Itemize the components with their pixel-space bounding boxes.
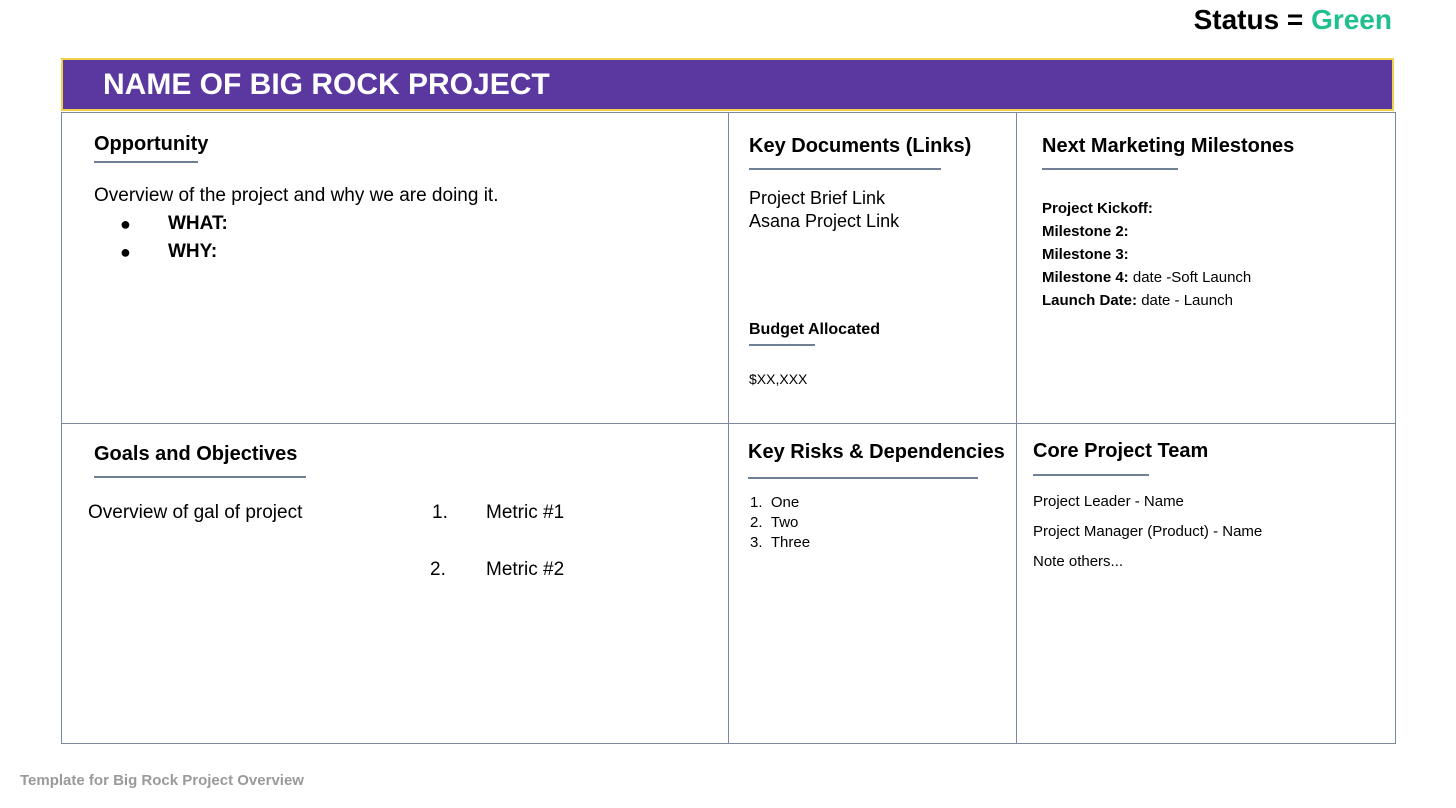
status-indicator bbox=[1194, 4, 1392, 36]
goals-underline bbox=[94, 476, 306, 478]
team-section bbox=[1016, 423, 1396, 744]
risks-heading: Key Risks & Dependencies bbox=[748, 441, 1005, 463]
milestones-section bbox=[1016, 112, 1396, 424]
metric-number: 2. bbox=[430, 559, 446, 580]
title-banner bbox=[61, 58, 1394, 111]
risk-item: 1. One bbox=[750, 494, 800, 511]
goals-section bbox=[61, 423, 729, 744]
team-member: Project Leader - Name bbox=[1033, 493, 1184, 510]
risks-section bbox=[728, 423, 1017, 744]
bullet-what: WHAT: bbox=[168, 213, 228, 234]
bullet-marker: ● bbox=[120, 242, 131, 262]
asana-project-link[interactable]: Asana Project Link bbox=[749, 211, 900, 231]
project-brief-link[interactable]: Project Brief Link bbox=[749, 188, 886, 208]
key-documents-heading: Key Documents (Links) bbox=[749, 135, 972, 157]
budget-underline bbox=[749, 344, 815, 346]
opportunity-heading: Opportunity bbox=[94, 133, 209, 155]
footer-caption: Template for Big Rock Project Overview bbox=[20, 772, 304, 789]
milestone-item: Milestone 2: bbox=[1042, 223, 1129, 240]
team-note: Note others... bbox=[1033, 553, 1124, 570]
risk-item: 2. Two bbox=[750, 514, 799, 531]
key-documents-underline bbox=[749, 168, 941, 170]
team-member: Project Manager (Product) - Name bbox=[1033, 523, 1263, 540]
milestone-item: Project Kickoff: bbox=[1042, 200, 1153, 217]
budget-heading: Budget Allocated bbox=[749, 321, 880, 338]
milestone-item: Milestone 3: bbox=[1042, 246, 1129, 263]
opportunity-underline bbox=[94, 161, 198, 163]
key-documents-section bbox=[728, 112, 1017, 424]
budget-value: $XX,XXX bbox=[749, 371, 808, 387]
metric-item: Metric #1 bbox=[486, 502, 565, 523]
status-label: Status = bbox=[1193, 4, 1304, 35]
status-value: Green bbox=[1311, 4, 1392, 35]
team-heading: Core Project Team bbox=[1033, 440, 1209, 462]
risk-item: 3. Three bbox=[750, 534, 811, 551]
opportunity-overview: Overview of the project and why we are doing it. bbox=[94, 185, 499, 206]
goals-heading: Goals and Objectives bbox=[94, 443, 298, 465]
opportunity-section bbox=[61, 112, 729, 424]
milestones-underline bbox=[1042, 168, 1178, 170]
milestone-item: Launch Date: date - Launch bbox=[1042, 292, 1233, 309]
team-underline bbox=[1033, 474, 1149, 476]
milestone-item: Milestone 4: date -Soft Launch bbox=[1042, 269, 1252, 286]
goals-overview: Overview of gal of project bbox=[88, 502, 303, 523]
milestones-heading: Next Marketing Milestones bbox=[1042, 135, 1295, 157]
metric-item: Metric #2 bbox=[486, 559, 565, 580]
bullet-why: WHY: bbox=[168, 241, 218, 262]
metric-number: 1. bbox=[432, 502, 448, 523]
bullet-marker: ● bbox=[120, 214, 131, 234]
project-title: NAME OF BIG ROCK PROJECT bbox=[103, 68, 550, 101]
risks-underline bbox=[748, 477, 978, 479]
